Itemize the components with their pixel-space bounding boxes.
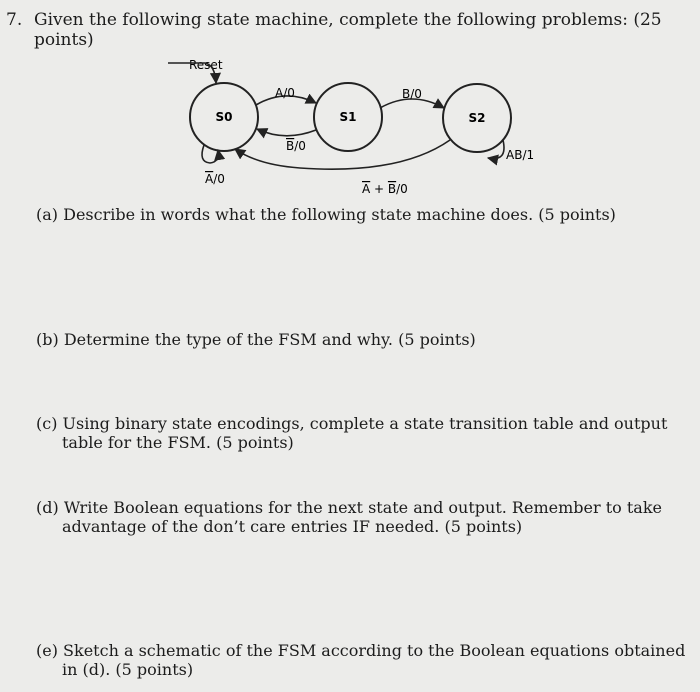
label-s0-self [205, 172, 225, 186]
part-e-label: (e) [36, 641, 58, 660]
label-s0-s1: A/0 [275, 86, 295, 100]
part-e-text: Sketch a schematic of the FSM according to the Boolean equations obtained in (d). (5 points) [62, 641, 686, 679]
part-a [36, 205, 686, 224]
label-s2-self: AB/1 [506, 148, 535, 162]
bar-b-s1-s0: B [286, 139, 295, 153]
part-d [36, 498, 686, 536]
question-number: 7. [6, 10, 23, 30]
label-s1-s0 [286, 139, 306, 153]
label-s2-s0 [362, 182, 408, 196]
part-b-label: (b) [36, 330, 59, 349]
question-title: Given the following state machine, complete the following problems: (25 points) [34, 10, 662, 50]
out-s1-s0: /0 [294, 139, 306, 153]
state-machine-diagram [150, 50, 570, 200]
state-s2-label: S2 [468, 111, 486, 125]
part-e [36, 641, 686, 679]
part-a-label: (a) [36, 205, 59, 224]
bar-b-s2-s0: B [387, 182, 397, 196]
part-a-text: Describe in words what the following state machine does. (5 points) [63, 205, 616, 224]
part-c-label: (c) [36, 414, 58, 433]
part-d-label: (d) [36, 498, 59, 517]
part-c [36, 414, 686, 452]
arc-s2-s0 [235, 140, 450, 169]
state-s1-label: S1 [339, 110, 357, 124]
part-c-text: Using binary state encodings, complete a state transition table and output table for the FSM. (5 points) [62, 414, 668, 452]
part-b [36, 330, 686, 349]
reset-label: Reset [189, 58, 223, 72]
arc-s1-s0 [257, 129, 316, 136]
part-d-text: Write Boolean equations for the next state and output. Remember to take advantage of the don’t care entries IF needed. (5 points) [62, 498, 662, 536]
out-s2-s0: /0 [396, 182, 408, 196]
part-b-text: Determine the type of the FSM and why. (5 points) [63, 330, 476, 349]
bar-a-s0-self: A [205, 172, 214, 186]
out-s0-self: /0 [213, 172, 225, 186]
label-s1-s2: B/0 [402, 87, 422, 101]
plus-s2-s0: + [370, 182, 388, 196]
bar-a-s2-s0: A [362, 182, 371, 196]
state-s0-label: S0 [215, 110, 233, 124]
